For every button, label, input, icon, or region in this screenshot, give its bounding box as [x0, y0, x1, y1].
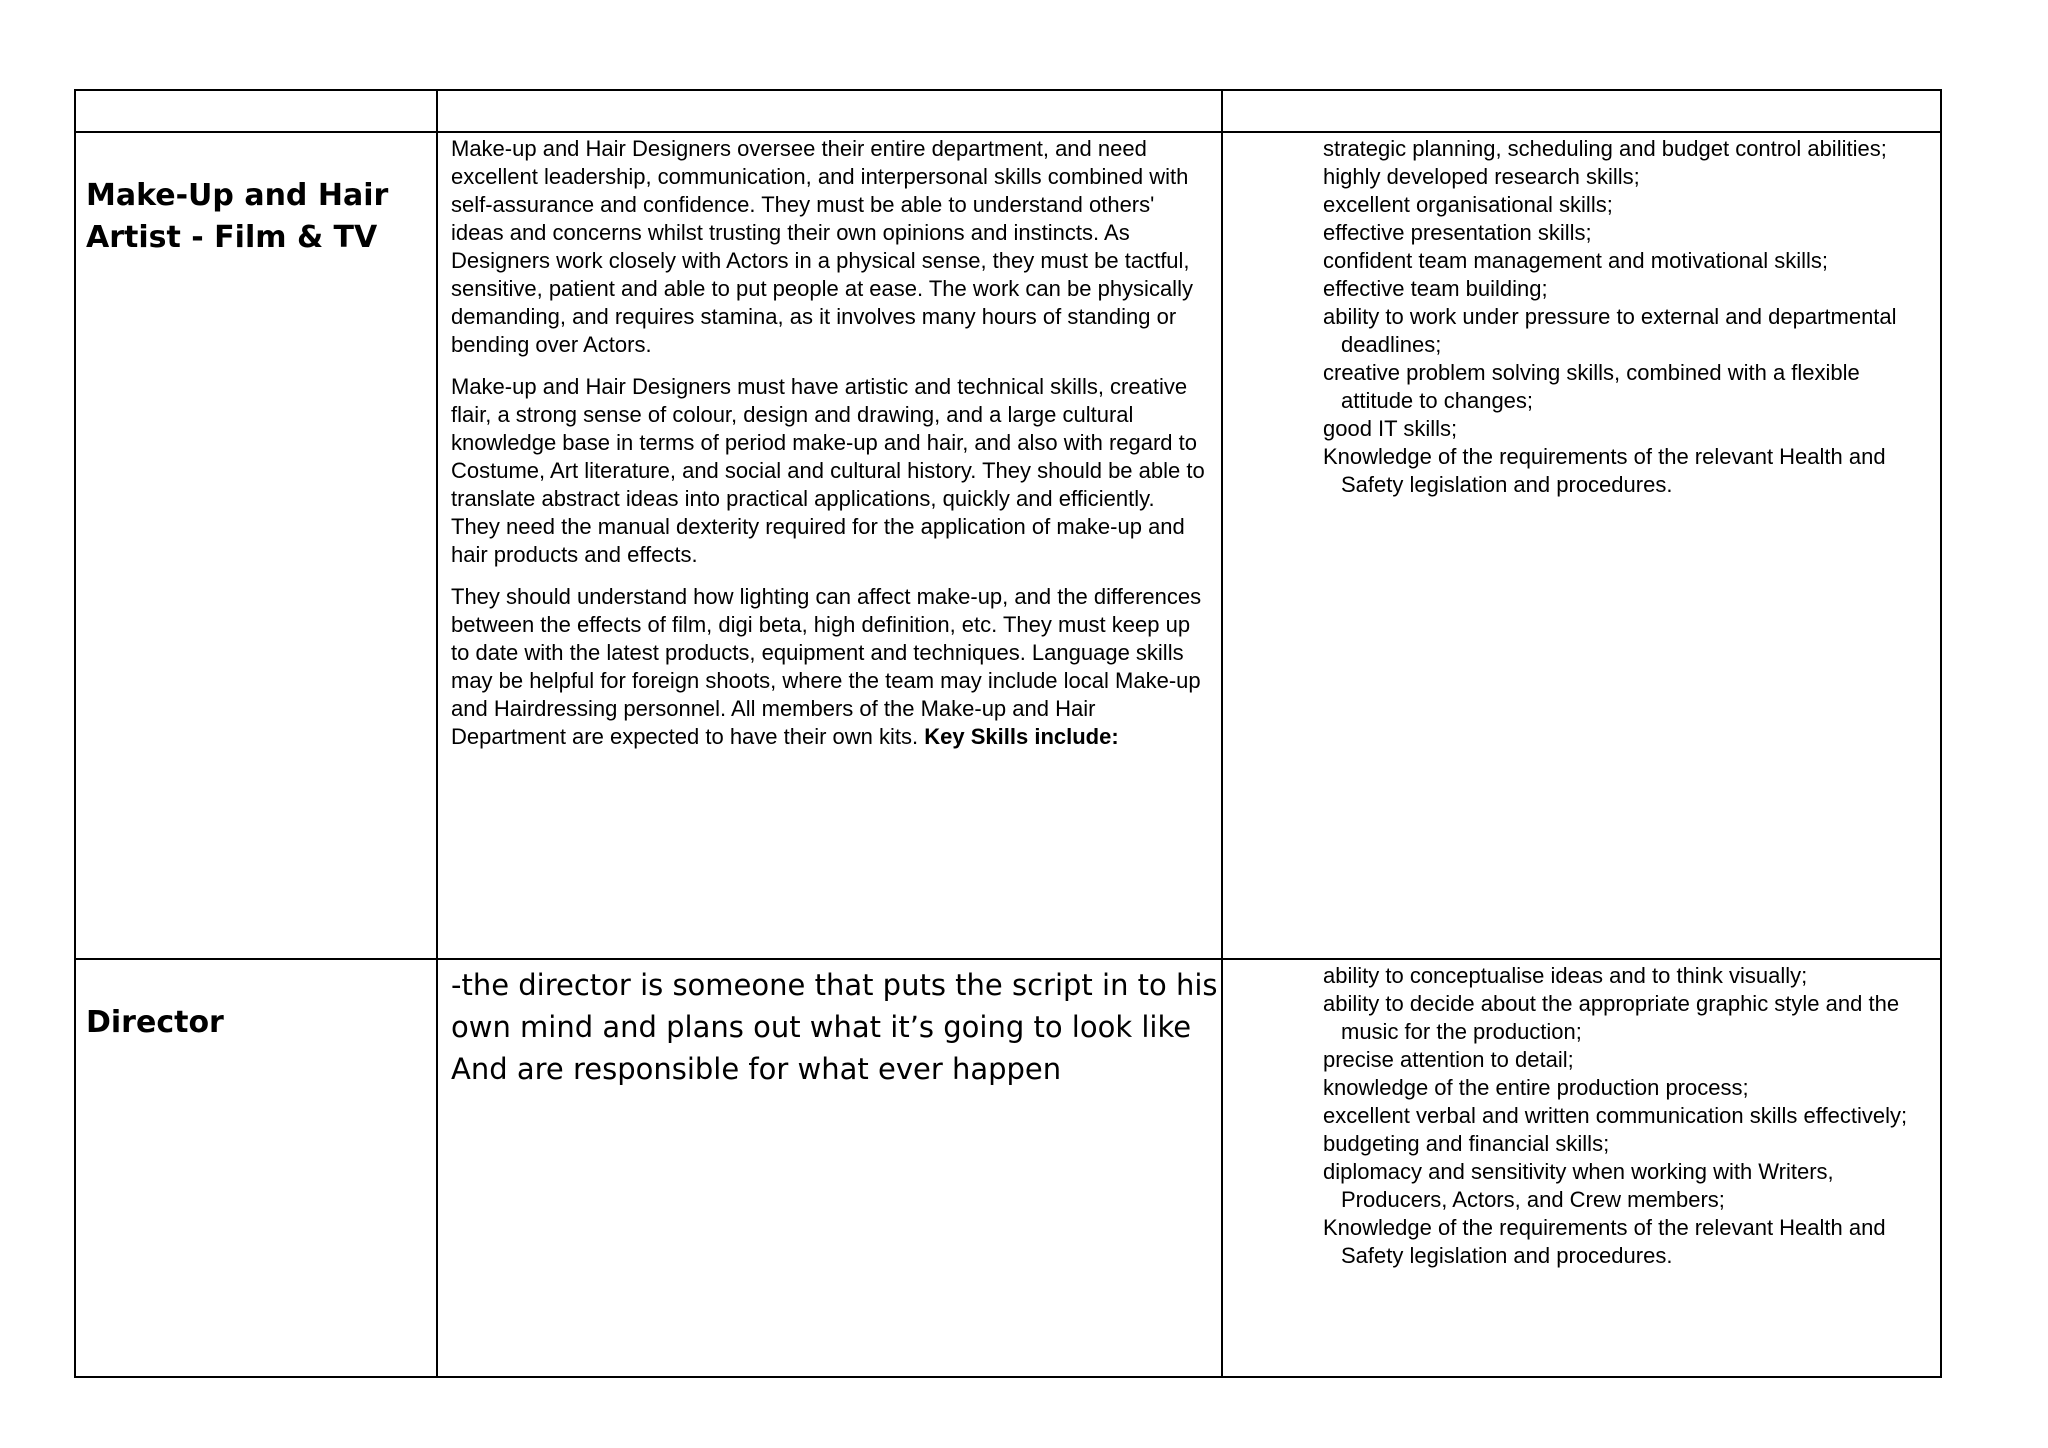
careers-table	[74, 89, 1942, 1378]
role-description	[438, 133, 1221, 751]
skills-list	[1223, 960, 1940, 1270]
description-paragraph	[451, 583, 1209, 751]
description-line: own mind and plans out what it’s going to look like	[451, 1010, 1192, 1044]
skill-item: diplomacy and sensitivity when working with Writers, Producers, Actors, and Crew members;	[1323, 1159, 1834, 1212]
role-title-line: Director	[86, 1005, 224, 1040]
table-header-row	[75, 90, 1941, 132]
role-title	[76, 175, 436, 259]
role-title-line: Make-Up and Hair	[86, 178, 389, 213]
skills-cell	[1222, 132, 1941, 959]
header-cell-skills	[1222, 90, 1941, 132]
role-title-line: Artist - Film & TV	[86, 220, 378, 255]
description-line: And are responsible for what ever happen	[451, 1052, 1062, 1086]
skill-item: ability to decide about the appropriate graphic style and the music for the production;	[1323, 991, 1900, 1044]
description-text: They should understand how lighting can affect make-up, and the differences between the effects of film, digi beta, high definition, etc. They must keep up to date with the latest products, equipment and techniques. Language skills may be helpful for foreign shoots, where the team may include local Make-up and Hairdressing personnel. All members of the Make-up and Hair Department are expected to have their own kits.	[451, 584, 1202, 749]
skill-item: Knowledge of the requirements of the relevant Health and Safety legislation and procedures.	[1323, 444, 1886, 497]
description-paragraph: Make-up and Hair Designers oversee their entire department, and need excellent leadership, communication, and interpersonal skills combined with self-assurance and confidence. They must be able to understand others' ideas and concerns whilst trusting their own opinions and instincts. As Designers work closely with Actors in a physical sense, they must be tactful, sensitive, patient and able to put people at ease. The work can be physically demanding, and requires stamina, as it involves many hours of standing or bending over Actors.	[451, 136, 1193, 357]
skill-item: confident team management and motivational skills;	[1323, 248, 1829, 273]
skill-item: ability to conceptualise ideas and to think visually;	[1323, 963, 1808, 988]
table-row	[75, 132, 1941, 959]
description-cell	[437, 959, 1222, 1377]
description-line: -the director is someone that puts the script in to his	[451, 968, 1218, 1002]
skill-item: effective presentation skills;	[1323, 220, 1592, 245]
table-row	[75, 959, 1941, 1377]
skill-item: good IT skills;	[1323, 416, 1458, 441]
skills-cell	[1222, 959, 1941, 1377]
skill-item: excellent organisational skills;	[1323, 192, 1613, 217]
role-cell	[75, 959, 437, 1377]
skill-item: creative problem solving skills, combined with a flexible attitude to changes;	[1323, 360, 1860, 413]
role-description	[438, 960, 1221, 1090]
skill-item: knowledge of the entire production process;	[1323, 1075, 1749, 1100]
header-cell-role	[75, 90, 437, 132]
skill-item: strategic planning, scheduling and budget control abilities;	[1323, 136, 1887, 161]
skill-item: highly developed research skills;	[1323, 164, 1640, 189]
role-cell	[75, 132, 437, 959]
skill-item: budgeting and financial skills;	[1323, 1131, 1610, 1156]
skill-item: precise attention to detail;	[1323, 1047, 1574, 1072]
skill-item: effective team building;	[1323, 276, 1548, 301]
skill-item: Knowledge of the requirements of the relevant Health and Safety legislation and procedures.	[1323, 1215, 1886, 1268]
role-title	[76, 1002, 436, 1044]
skill-item: ability to work under pressure to external and departmental deadlines;	[1323, 304, 1897, 357]
key-skills-label: Key Skills include:	[924, 724, 1119, 749]
skills-list	[1223, 133, 1940, 499]
description-cell	[437, 132, 1222, 959]
header-cell-description	[437, 90, 1222, 132]
skill-item: excellent verbal and written communication skills effectively;	[1323, 1103, 1908, 1128]
description-paragraph: Make-up and Hair Designers must have artistic and technical skills, creative flair, a strong sense of colour, design and drawing, and a large cultural knowledge base in terms of period make-up and hair, and also with regard to Costume, Art literature, and social and cultural history. They should be able to translate abstract ideas into practical applications, quickly and efficiently. They need the manual dexterity required for the application of make-up and hair products and effects.	[451, 374, 1205, 567]
